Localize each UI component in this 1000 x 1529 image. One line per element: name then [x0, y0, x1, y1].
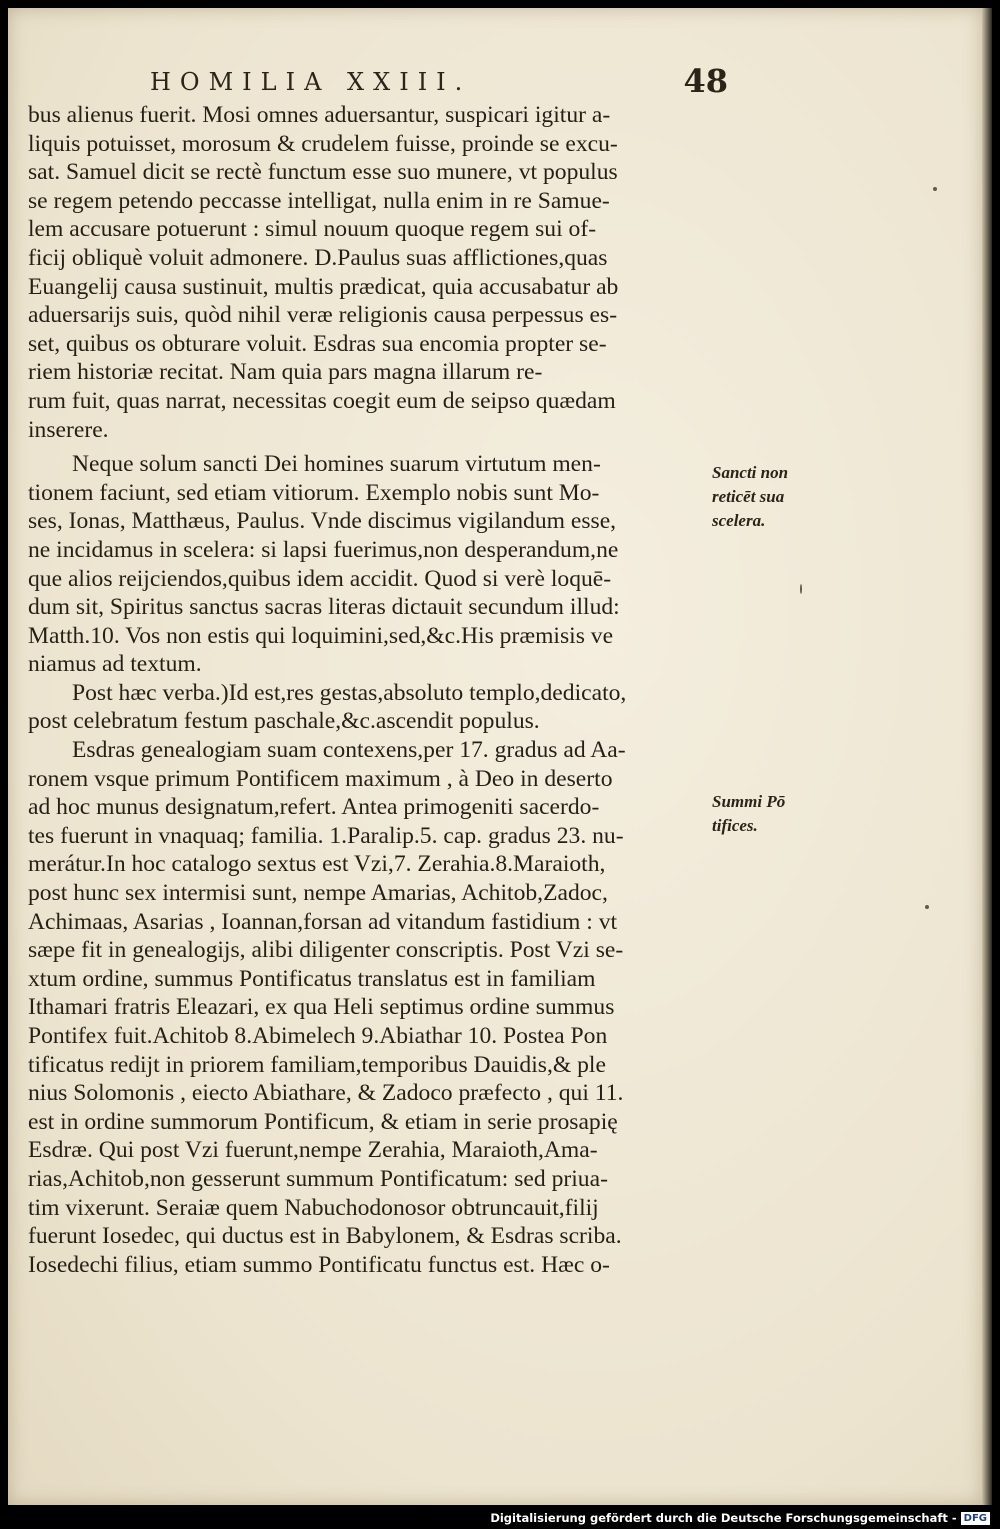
body-text: [28, 101, 708, 1279]
text-line: fuerunt Iosedec, qui ductus est in Babylonem, & Esdras scriba.: [28, 1223, 622, 1250]
dfg-logo: DFG: [961, 1512, 990, 1525]
text-line: Achimaas, Asarias , Ioannan,forsan ad vitandum fastidium : vt: [28, 908, 618, 935]
text-line: Iosedechi filius, etiam summo Pontificatu functus est. Hæc o-: [28, 1251, 610, 1278]
text-line: inserere.: [28, 416, 109, 443]
paper-speck: [933, 187, 937, 191]
text-line: ficij obliquè voluit admonere. D.Paulus suas afflictiones,quas: [28, 244, 608, 271]
text-line: ronem vsque primum Pontificem maximum , à Deo in deserto: [28, 765, 613, 792]
paper-speck: [925, 905, 929, 909]
page-header: [150, 62, 730, 102]
text-line: Post hæc verba.)Id est,res gestas,absoluto templo,dedicato,: [72, 679, 627, 706]
paper-speck: [800, 584, 802, 594]
text-line: Neque solum sancti Dei homines suarum virtutum men-: [72, 451, 601, 478]
text-line: rias,Achitob,non gesserunt summum Pontificatum: sed priua-: [28, 1165, 608, 1192]
margin-note-line: Summi Pō: [712, 792, 786, 811]
text-line: ses, Ionas, Matthæus, Paulus. Vnde discimus vigilandum esse,: [28, 508, 617, 535]
text-line: dum sit, Spiritus sanctus sacras literas dictauit secundum illud:: [28, 594, 620, 621]
text-line: sæpe fit in genealogijs, alibi diligenter conscriptis. Post Vzi se-: [28, 937, 624, 964]
text-line: ne incidamus in scelera: si lapsi fuerimus,non desperandum,ne: [28, 536, 619, 563]
text-line: liquis potuisset, morosum & crudelem fuisse, proinde se excu-: [28, 130, 618, 157]
text-line: rum fuit, quas narrat, necessitas coegit eum de seipso quædam: [28, 387, 616, 414]
text-line: tificatus redijt in priorem familiam,temporibus Dauidis,& ple: [28, 1051, 606, 1078]
text-line: Ithamari fratris Eleazari, ex qua Heli septimus ordine summus: [28, 994, 615, 1021]
text-line: merátur.In hoc catalogo sextus est Vzi,7. Zerahia.8.Maraioth,: [28, 851, 606, 878]
text-line: est in ordine summorum Pontificum, & etiam in serie prosapię: [28, 1108, 618, 1135]
text-line: Esdras genealogiam suam contexens,per 17. gradus ad Aa-: [72, 737, 626, 764]
text-line: ad hoc munus designatum,refert. Antea primogeniti sacerdo-: [28, 794, 600, 821]
page-edge: [982, 8, 992, 1505]
running-head: HOMILIA XXIII.: [150, 68, 472, 96]
text-line: Euangelij causa sustinuit, multis prædicat, quia accusabatur ab: [28, 273, 619, 300]
text-line: xtum ordine, summus Pontificatus translatus est in familiam: [28, 965, 596, 992]
text-line: se regem petendo peccasse intelligat, nulla enim in re Samue-: [28, 187, 610, 214]
text-line: tes fuerunt in vnaquaq; familia. 1.Paralip.5. cap. gradus 23. nu-: [28, 822, 624, 849]
funding-credit: Digitalisierung gefördert durch die Deutsche Forschungsgemeinschaft -: [490, 1511, 957, 1525]
footer-credit: [490, 1511, 990, 1525]
text-line: Esdræ. Qui post Vzi fuerunt,nempe Zerahia, Maraioth,Ama-: [28, 1137, 598, 1164]
margin-note-line: Sancti non: [712, 463, 789, 482]
margin-note-sancti: [712, 461, 822, 533]
text-line: tionem faciunt, sed etiam vitiorum. Exemplo nobis sunt Mo-: [28, 479, 600, 506]
text-line: que alios reijciendos,quibus idem accidit. Quod si verè loquē-: [28, 565, 612, 592]
margin-note-line: tifices.: [712, 816, 758, 835]
text-line: lem accusare potuerunt : simul nouum quoque regem sui of-: [28, 216, 597, 243]
text-line: sat. Samuel dicit se rectè functum esse suo munere, vt populus: [28, 159, 618, 186]
text-line: post celebratum festum paschale,&c.ascendit populus.: [28, 708, 540, 735]
text-line: set, quibus os obturare voluit. Esdras sua encomia propter se-: [28, 330, 607, 357]
text-line: aduersarijs suis, quòd nihil veræ religionis causa perpessus es-: [28, 302, 618, 329]
text-line: riem historiæ recitat. Nam quia pars magna illarum re-: [28, 359, 543, 386]
text-line: tim vixerunt. Seraiæ quem Nabuchodonosor obtruncauit,filij: [28, 1194, 599, 1221]
margin-note-line: reticēt sua: [712, 487, 785, 506]
text-line: post hunc sex intermisi sunt, nempe Amarias, Achitob,Zadoc,: [28, 880, 608, 907]
text-line: Pontifex fuit.Achitob 8.Abimelech 9.Abiathar 10. Postea Pon: [28, 1023, 608, 1049]
page-number: 48: [683, 62, 728, 100]
text-line: nius Solomonis , eiecto Abiathare, & Zadoco præfecto , qui 11.: [28, 1080, 624, 1107]
margin-note-summi-pontifices: [712, 790, 822, 838]
text-line: niamus ad textum.: [28, 651, 202, 678]
text-line: bus alienus fuerit. Mosi omnes aduersantur, suspicari igitur a-: [28, 102, 611, 128]
text-line: Matth.10. Vos non estis qui loquimini,sed,&c.His præmisis ve: [28, 622, 614, 649]
margin-note-line: scelera.: [712, 511, 766, 530]
